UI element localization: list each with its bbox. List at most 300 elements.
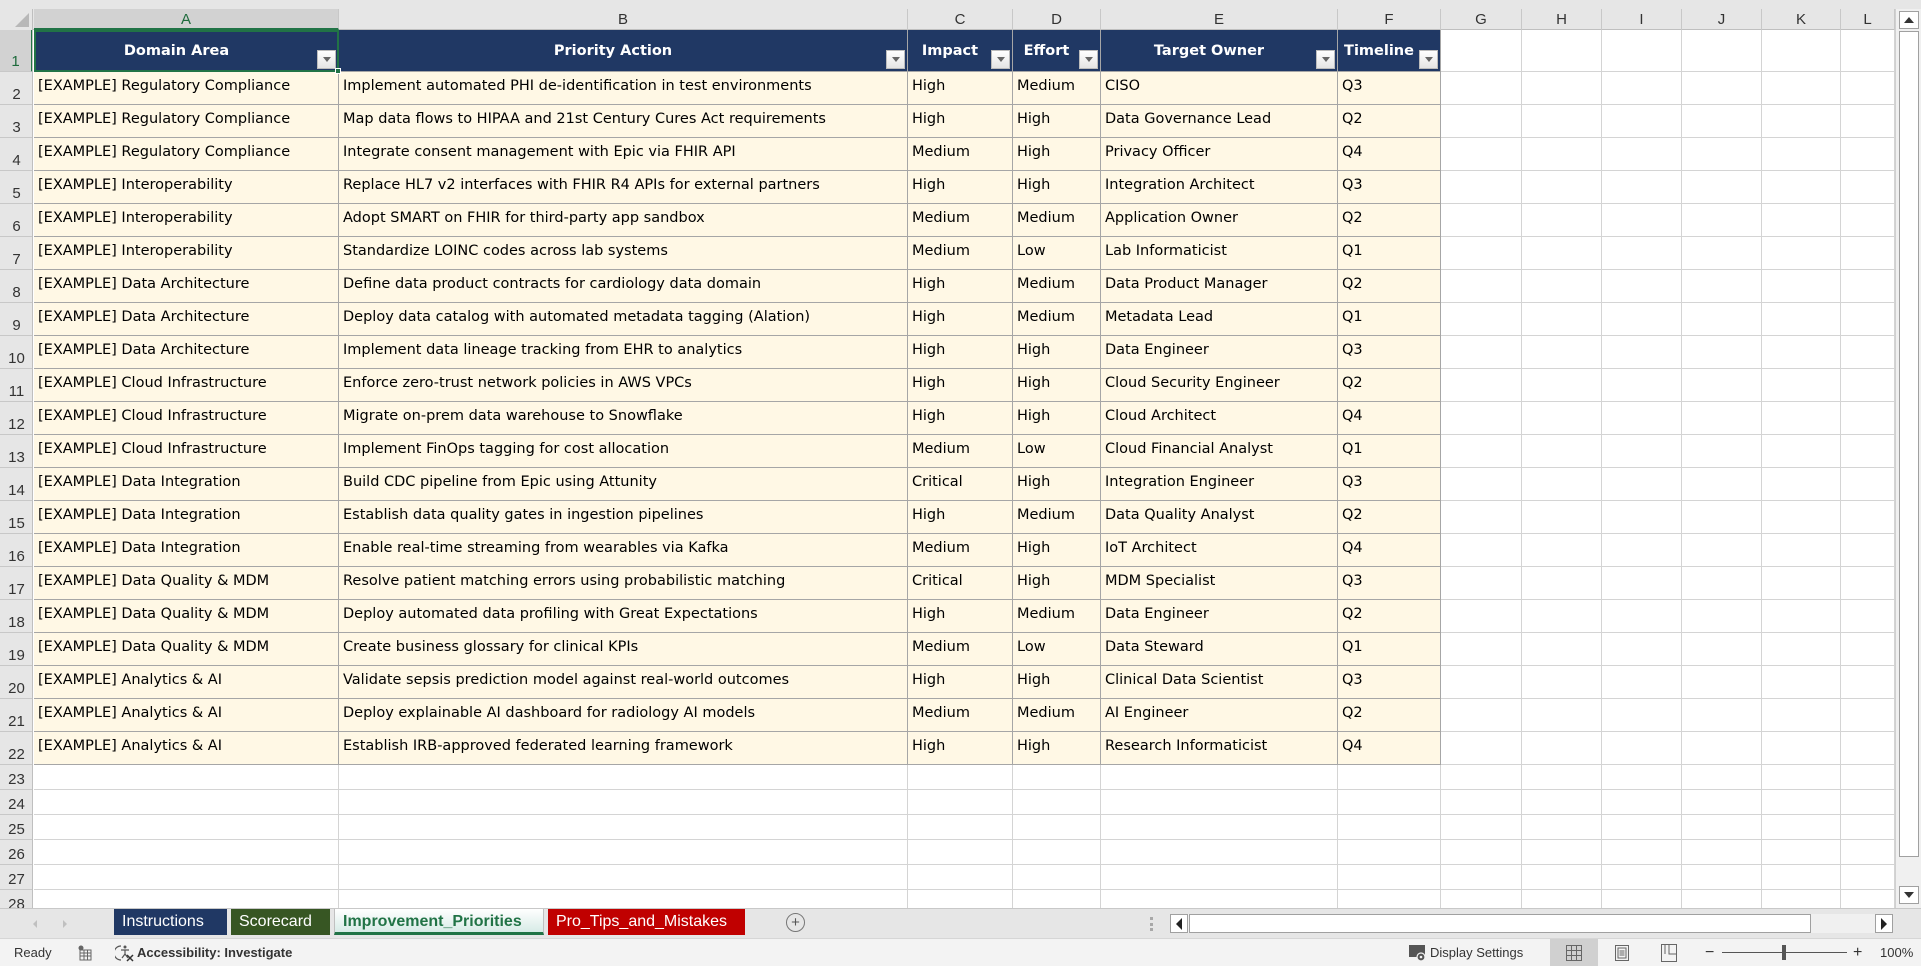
column-header-b[interactable]: B [339, 9, 908, 30]
empty-cell[interactable] [1441, 501, 1522, 534]
empty-cell[interactable] [1013, 815, 1101, 840]
empty-cell[interactable] [1762, 204, 1841, 237]
empty-cell[interactable] [1602, 666, 1682, 699]
row-header-23[interactable]: 23 [0, 765, 33, 790]
empty-cell[interactable] [1762, 138, 1841, 171]
empty-cell[interactable] [1682, 840, 1762, 865]
empty-cell[interactable] [1602, 765, 1682, 790]
empty-cell[interactable] [1682, 369, 1762, 402]
empty-cell[interactable] [1682, 501, 1762, 534]
empty-cell[interactable] [1522, 270, 1602, 303]
cell-priority-action[interactable]: Resolve patient matching errors using probabilistic matching [339, 567, 908, 600]
empty-cell[interactable] [1841, 815, 1895, 840]
empty-cell[interactable] [1682, 270, 1762, 303]
column-header-a[interactable]: A [34, 9, 339, 30]
empty-cell[interactable] [1441, 237, 1522, 270]
cell-priority-action[interactable]: Enable real-time streaming from wearables via Kafka [339, 534, 908, 567]
empty-cell[interactable] [1602, 890, 1682, 908]
column-header-f[interactable]: F [1338, 9, 1441, 30]
empty-cell[interactable] [1841, 790, 1895, 815]
empty-cell[interactable] [1841, 501, 1895, 534]
cell-target-owner[interactable]: CISO [1101, 72, 1338, 105]
empty-cell[interactable] [1602, 567, 1682, 600]
cell-domain-area[interactable]: [EXAMPLE] Data Architecture [34, 336, 339, 369]
empty-cell[interactable] [1338, 790, 1441, 815]
column-header-l[interactable]: L [1841, 9, 1895, 30]
empty-cell[interactable] [1682, 567, 1762, 600]
empty-cell[interactable] [1441, 270, 1522, 303]
header-cell-effort[interactable] [1013, 30, 1101, 72]
cell-target-owner[interactable]: Data Engineer [1101, 600, 1338, 633]
column-header-i[interactable]: I [1602, 9, 1682, 30]
cell-effort[interactable]: High [1013, 468, 1101, 501]
row-header-15[interactable]: 15 [0, 501, 33, 534]
sheet-tab-pro-tips-and-mistakes[interactable]: Pro_Tips_and_Mistakes [548, 909, 745, 935]
empty-cell[interactable] [1762, 270, 1841, 303]
scroll-left-button[interactable] [1170, 914, 1188, 933]
cell-timeline[interactable]: Q4 [1338, 732, 1441, 765]
empty-cell[interactable] [1682, 666, 1762, 699]
empty-cell[interactable] [1522, 138, 1602, 171]
row-header-11[interactable]: 11 [0, 369, 33, 402]
empty-cell[interactable] [339, 890, 908, 908]
cell-target-owner[interactable]: Cloud Security Engineer [1101, 369, 1338, 402]
cell-domain-area[interactable]: [EXAMPLE] Cloud Infrastructure [34, 369, 339, 402]
empty-cell[interactable] [1013, 865, 1101, 890]
tab-split-handle[interactable] [1150, 917, 1153, 931]
empty-cell[interactable] [1762, 468, 1841, 501]
empty-cell[interactable] [1522, 666, 1602, 699]
empty-cell[interactable] [1522, 699, 1602, 732]
empty-cell[interactable] [1522, 105, 1602, 138]
empty-cell[interactable] [1682, 30, 1762, 72]
empty-cell[interactable] [1602, 468, 1682, 501]
row-header-17[interactable]: 17 [0, 567, 33, 600]
sheet-tab-improvement-priorities[interactable]: Improvement_Priorities [334, 909, 544, 935]
cell-target-owner[interactable]: Data Steward [1101, 633, 1338, 666]
cell-domain-area[interactable]: [EXAMPLE] Analytics & AI [34, 666, 339, 699]
cell-impact[interactable]: High [908, 105, 1013, 138]
cell-effort[interactable]: High [1013, 138, 1101, 171]
empty-cell[interactable] [1841, 138, 1895, 171]
cell-target-owner[interactable]: Data Engineer [1101, 336, 1338, 369]
empty-cell[interactable] [1101, 765, 1338, 790]
empty-cell[interactable] [1762, 666, 1841, 699]
empty-cell[interactable] [1841, 732, 1895, 765]
cell-priority-action[interactable]: Deploy data catalog with automated metadata tagging (Alation) [339, 303, 908, 336]
cell-timeline[interactable]: Q1 [1338, 435, 1441, 468]
cell-impact[interactable]: Medium [908, 534, 1013, 567]
empty-cell[interactable] [1602, 600, 1682, 633]
cell-effort[interactable]: Low [1013, 633, 1101, 666]
empty-cell[interactable] [1522, 336, 1602, 369]
zoom-slider-thumb[interactable] [1782, 945, 1786, 960]
cell-timeline[interactable]: Q1 [1338, 633, 1441, 666]
cell-priority-action[interactable]: Map data flows to HIPAA and 21st Century Cures Act requirements [339, 105, 908, 138]
cell-timeline[interactable]: Q3 [1338, 468, 1441, 501]
empty-cell[interactable] [1441, 815, 1522, 840]
cell-timeline[interactable]: Q2 [1338, 105, 1441, 138]
cell-timeline[interactable]: Q4 [1338, 138, 1441, 171]
empty-cell[interactable] [1101, 840, 1338, 865]
empty-cell[interactable] [1841, 534, 1895, 567]
cell-impact[interactable]: Medium [908, 435, 1013, 468]
cell-domain-area[interactable]: [EXAMPLE] Regulatory Compliance [34, 105, 339, 138]
cell-timeline[interactable]: Q3 [1338, 171, 1441, 204]
empty-cell[interactable] [1441, 534, 1522, 567]
empty-cell[interactable] [1841, 30, 1895, 72]
vertical-scrollbar[interactable] [1895, 9, 1921, 908]
empty-cell[interactable] [908, 890, 1013, 908]
empty-cell[interactable] [1522, 840, 1602, 865]
empty-cell[interactable] [1682, 138, 1762, 171]
empty-cell[interactable] [1841, 72, 1895, 105]
empty-cell[interactable] [1762, 865, 1841, 890]
cell-priority-action[interactable]: Enforce zero-trust network policies in AWS VPCs [339, 369, 908, 402]
cell-priority-action[interactable]: Create business glossary for clinical KPIs [339, 633, 908, 666]
cell-domain-area[interactable]: [EXAMPLE] Data Quality & MDM [34, 567, 339, 600]
empty-cell[interactable] [1441, 840, 1522, 865]
empty-cell[interactable] [1762, 171, 1841, 204]
page-break-view-button[interactable] [1645, 939, 1693, 966]
column-header-j[interactable]: J [1682, 9, 1762, 30]
cell-domain-area[interactable]: [EXAMPLE] Regulatory Compliance [34, 138, 339, 171]
empty-cell[interactable] [1522, 790, 1602, 815]
empty-cell[interactable] [1522, 72, 1602, 105]
cell-domain-area[interactable]: [EXAMPLE] Data Integration [34, 468, 339, 501]
empty-cell[interactable] [1602, 336, 1682, 369]
empty-cell[interactable] [1522, 732, 1602, 765]
empty-cell[interactable] [1762, 30, 1841, 72]
empty-cell[interactable] [1682, 435, 1762, 468]
cell-timeline[interactable]: Q3 [1338, 567, 1441, 600]
filter-dropdown-button[interactable] [317, 50, 336, 69]
empty-cell[interactable] [1522, 303, 1602, 336]
empty-cell[interactable] [1841, 204, 1895, 237]
cell-timeline[interactable]: Q2 [1338, 501, 1441, 534]
filter-dropdown-button[interactable] [991, 50, 1010, 69]
cell-target-owner[interactable]: AI Engineer [1101, 699, 1338, 732]
empty-cell[interactable] [1762, 732, 1841, 765]
cell-target-owner[interactable]: Metadata Lead [1101, 303, 1338, 336]
cell-target-owner[interactable]: Privacy Officer [1101, 138, 1338, 171]
empty-cell[interactable] [1441, 567, 1522, 600]
cell-timeline[interactable]: Q2 [1338, 270, 1441, 303]
empty-cell[interactable] [1841, 303, 1895, 336]
row-header-9[interactable]: 9 [0, 303, 33, 336]
cell-impact[interactable]: High [908, 600, 1013, 633]
empty-cell[interactable] [1602, 138, 1682, 171]
empty-cell[interactable] [1338, 840, 1441, 865]
empty-cell[interactable] [1841, 666, 1895, 699]
empty-cell[interactable] [1441, 402, 1522, 435]
cell-priority-action[interactable]: Deploy explainable AI dashboard for radiology AI models [339, 699, 908, 732]
cell-target-owner[interactable]: MDM Specialist [1101, 567, 1338, 600]
cell-effort[interactable]: Medium [1013, 270, 1101, 303]
empty-cell[interactable] [34, 765, 339, 790]
empty-cell[interactable] [1013, 765, 1101, 790]
empty-cell[interactable] [1602, 699, 1682, 732]
empty-cell[interactable] [1522, 30, 1602, 72]
row-header-8[interactable]: 8 [0, 270, 33, 303]
empty-cell[interactable] [1682, 890, 1762, 908]
empty-cell[interactable] [1441, 633, 1522, 666]
empty-cell[interactable] [1338, 865, 1441, 890]
row-header-24[interactable]: 24 [0, 790, 33, 815]
cell-domain-area[interactable]: [EXAMPLE] Interoperability [34, 237, 339, 270]
empty-cell[interactable] [1522, 567, 1602, 600]
empty-cell[interactable] [1602, 30, 1682, 72]
empty-cell[interactable] [908, 840, 1013, 865]
column-header-d[interactable]: D [1013, 9, 1101, 30]
empty-cell[interactable] [1441, 303, 1522, 336]
empty-cell[interactable] [1522, 765, 1602, 790]
empty-cell[interactable] [1762, 815, 1841, 840]
empty-cell[interactable] [1602, 790, 1682, 815]
row-header-19[interactable]: 19 [0, 633, 33, 666]
empty-cell[interactable] [1441, 171, 1522, 204]
cell-priority-action[interactable]: Implement automated PHI de-identification in test environments [339, 72, 908, 105]
empty-cell[interactable] [1522, 501, 1602, 534]
cell-domain-area[interactable]: [EXAMPLE] Data Integration [34, 501, 339, 534]
empty-cell[interactable] [1841, 468, 1895, 501]
cell-priority-action[interactable]: Integrate consent management with Epic via FHIR API [339, 138, 908, 171]
filter-dropdown-button[interactable] [886, 50, 905, 69]
empty-cell[interactable] [1841, 336, 1895, 369]
empty-cell[interactable] [1841, 840, 1895, 865]
cell-timeline[interactable]: Q2 [1338, 204, 1441, 237]
empty-cell[interactable] [1522, 435, 1602, 468]
empty-cell[interactable] [1841, 890, 1895, 908]
cell-impact[interactable]: High [908, 402, 1013, 435]
cell-timeline[interactable]: Q4 [1338, 402, 1441, 435]
empty-cell[interactable] [1841, 369, 1895, 402]
empty-cell[interactable] [1441, 204, 1522, 237]
cell-domain-area[interactable]: [EXAMPLE] Data Integration [34, 534, 339, 567]
cell-domain-area[interactable]: [EXAMPLE] Data Quality & MDM [34, 600, 339, 633]
cell-priority-action[interactable]: Define data product contracts for cardiology data domain [339, 270, 908, 303]
empty-cell[interactable] [34, 890, 339, 908]
row-header-18[interactable]: 18 [0, 600, 33, 633]
empty-cell[interactable] [1602, 435, 1682, 468]
empty-cell[interactable] [1841, 765, 1895, 790]
worksheet-grid[interactable] [34, 30, 1895, 908]
empty-cell[interactable] [1841, 402, 1895, 435]
empty-cell[interactable] [1602, 237, 1682, 270]
empty-cell[interactable] [1682, 815, 1762, 840]
empty-cell[interactable] [1841, 435, 1895, 468]
cell-domain-area[interactable]: [EXAMPLE] Analytics & AI [34, 732, 339, 765]
zoom-in-button[interactable]: + [1853, 943, 1863, 961]
cell-target-owner[interactable]: Lab Informaticist [1101, 237, 1338, 270]
empty-cell[interactable] [1522, 204, 1602, 237]
empty-cell[interactable] [1101, 815, 1338, 840]
cell-target-owner[interactable]: Cloud Financial Analyst [1101, 435, 1338, 468]
empty-cell[interactable] [1522, 468, 1602, 501]
empty-cell[interactable] [1682, 72, 1762, 105]
cell-effort[interactable]: High [1013, 567, 1101, 600]
empty-cell[interactable] [1841, 237, 1895, 270]
empty-cell[interactable] [1841, 105, 1895, 138]
column-header-k[interactable]: K [1762, 9, 1841, 30]
empty-cell[interactable] [1762, 435, 1841, 468]
empty-cell[interactable] [1762, 72, 1841, 105]
cell-priority-action[interactable]: Replace HL7 v2 interfaces with FHIR R4 APIs for external partners [339, 171, 908, 204]
empty-cell[interactable] [1762, 303, 1841, 336]
empty-cell[interactable] [339, 765, 908, 790]
empty-cell[interactable] [1682, 865, 1762, 890]
display-settings-button[interactable] [1408, 939, 1523, 966]
cell-impact[interactable]: High [908, 369, 1013, 402]
empty-cell[interactable] [1441, 435, 1522, 468]
row-header-2[interactable]: 2 [0, 72, 33, 105]
column-header-e[interactable]: E [1101, 9, 1338, 30]
empty-cell[interactable] [908, 815, 1013, 840]
empty-cell[interactable] [1602, 303, 1682, 336]
scroll-right-button[interactable] [1875, 914, 1893, 933]
empty-cell[interactable] [1762, 402, 1841, 435]
cell-timeline[interactable]: Q4 [1338, 534, 1441, 567]
prev-sheet-button[interactable] [30, 919, 40, 929]
scroll-down-button[interactable] [1899, 886, 1919, 904]
cell-effort[interactable]: High [1013, 732, 1101, 765]
empty-cell[interactable] [1762, 790, 1841, 815]
empty-cell[interactable] [1762, 890, 1841, 908]
empty-cell[interactable] [1522, 865, 1602, 890]
empty-cell[interactable] [1602, 732, 1682, 765]
cell-timeline[interactable]: Q3 [1338, 336, 1441, 369]
empty-cell[interactable] [1441, 72, 1522, 105]
empty-cell[interactable] [1762, 336, 1841, 369]
cell-priority-action[interactable]: Standardize LOINC codes across lab systems [339, 237, 908, 270]
row-header-13[interactable]: 13 [0, 435, 33, 468]
cell-impact[interactable]: High [908, 72, 1013, 105]
empty-cell[interactable] [1682, 105, 1762, 138]
empty-cell[interactable] [1441, 468, 1522, 501]
empty-cell[interactable] [1338, 890, 1441, 908]
empty-cell[interactable] [1682, 237, 1762, 270]
empty-cell[interactable] [1602, 369, 1682, 402]
filter-dropdown-button[interactable] [1419, 50, 1438, 69]
header-cell-priority-action[interactable] [339, 30, 908, 72]
empty-cell[interactable] [1762, 237, 1841, 270]
cell-impact[interactable]: Medium [908, 699, 1013, 732]
cell-priority-action[interactable]: Adopt SMART on FHIR for third-party app sandbox [339, 204, 908, 237]
cell-target-owner[interactable]: IoT Architect [1101, 534, 1338, 567]
empty-cell[interactable] [1762, 633, 1841, 666]
cell-domain-area[interactable]: [EXAMPLE] Interoperability [34, 204, 339, 237]
empty-cell[interactable] [1522, 369, 1602, 402]
cell-timeline[interactable]: Q1 [1338, 237, 1441, 270]
empty-cell[interactable] [1441, 666, 1522, 699]
cell-priority-action[interactable]: Establish IRB-approved federated learning framework [339, 732, 908, 765]
empty-cell[interactable] [1602, 204, 1682, 237]
horizontal-scroll-thumb[interactable] [1189, 914, 1811, 933]
header-cell-impact[interactable] [908, 30, 1013, 72]
empty-cell[interactable] [1682, 732, 1762, 765]
empty-cell[interactable] [1762, 501, 1841, 534]
sheet-tab-scorecard[interactable]: Scorecard [231, 909, 330, 935]
empty-cell[interactable] [1602, 105, 1682, 138]
cell-impact[interactable]: High [908, 171, 1013, 204]
empty-cell[interactable] [1762, 699, 1841, 732]
cell-priority-action[interactable]: Implement data lineage tracking from EHR to analytics [339, 336, 908, 369]
row-header-1[interactable]: 1 [0, 30, 33, 72]
empty-cell[interactable] [1682, 600, 1762, 633]
empty-cell[interactable] [1441, 336, 1522, 369]
cell-effort[interactable]: High [1013, 534, 1101, 567]
cell-effort[interactable]: Medium [1013, 303, 1101, 336]
empty-cell[interactable] [1101, 890, 1338, 908]
empty-cell[interactable] [1762, 105, 1841, 138]
row-header-20[interactable]: 20 [0, 666, 33, 699]
empty-cell[interactable] [1602, 633, 1682, 666]
empty-cell[interactable] [1013, 840, 1101, 865]
row-header-26[interactable]: 26 [0, 840, 33, 865]
empty-cell[interactable] [339, 865, 908, 890]
row-header-21[interactable]: 21 [0, 699, 33, 732]
cell-timeline[interactable]: Q2 [1338, 600, 1441, 633]
cell-impact[interactable]: High [908, 501, 1013, 534]
cell-target-owner[interactable]: Data Governance Lead [1101, 105, 1338, 138]
empty-cell[interactable] [1522, 600, 1602, 633]
row-header-12[interactable]: 12 [0, 402, 33, 435]
empty-cell[interactable] [1762, 369, 1841, 402]
empty-cell[interactable] [339, 815, 908, 840]
row-header-6[interactable]: 6 [0, 204, 33, 237]
row-header-4[interactable]: 4 [0, 138, 33, 171]
cell-effort[interactable]: Medium [1013, 204, 1101, 237]
cell-domain-area[interactable]: [EXAMPLE] Data Architecture [34, 303, 339, 336]
empty-cell[interactable] [908, 790, 1013, 815]
empty-cell[interactable] [1441, 890, 1522, 908]
cell-target-owner[interactable]: Integration Architect [1101, 171, 1338, 204]
empty-cell[interactable] [1101, 865, 1338, 890]
empty-cell[interactable] [1841, 600, 1895, 633]
empty-cell[interactable] [1841, 270, 1895, 303]
empty-cell[interactable] [1441, 732, 1522, 765]
cell-effort[interactable]: High [1013, 369, 1101, 402]
cell-effort[interactable]: High [1013, 336, 1101, 369]
empty-cell[interactable] [1682, 468, 1762, 501]
scroll-up-button[interactable] [1899, 11, 1919, 29]
empty-cell[interactable] [1682, 790, 1762, 815]
empty-cell[interactable] [1602, 501, 1682, 534]
cell-effort[interactable]: Medium [1013, 501, 1101, 534]
cell-domain-area[interactable]: [EXAMPLE] Data Quality & MDM [34, 633, 339, 666]
cell-timeline[interactable]: Q3 [1338, 72, 1441, 105]
empty-cell[interactable] [1602, 171, 1682, 204]
empty-cell[interactable] [1841, 699, 1895, 732]
cell-domain-area[interactable]: [EXAMPLE] Analytics & AI [34, 699, 339, 732]
empty-cell[interactable] [1602, 815, 1682, 840]
empty-cell[interactable] [34, 815, 339, 840]
empty-cell[interactable] [1441, 30, 1522, 72]
row-header-27[interactable]: 27 [0, 865, 33, 890]
filter-dropdown-button[interactable] [1316, 50, 1335, 69]
row-header-22[interactable]: 22 [0, 732, 33, 765]
cell-impact[interactable]: Critical [908, 468, 1013, 501]
empty-cell[interactable] [1522, 237, 1602, 270]
cell-impact[interactable]: High [908, 336, 1013, 369]
empty-cell[interactable] [1682, 171, 1762, 204]
cell-priority-action[interactable]: Deploy automated data profiling with Great Expectations [339, 600, 908, 633]
macro-record-button[interactable] [77, 939, 93, 966]
add-sheet-button[interactable] [786, 913, 805, 932]
empty-cell[interactable] [1441, 600, 1522, 633]
cell-effort[interactable]: Low [1013, 237, 1101, 270]
next-sheet-button[interactable] [60, 919, 70, 929]
